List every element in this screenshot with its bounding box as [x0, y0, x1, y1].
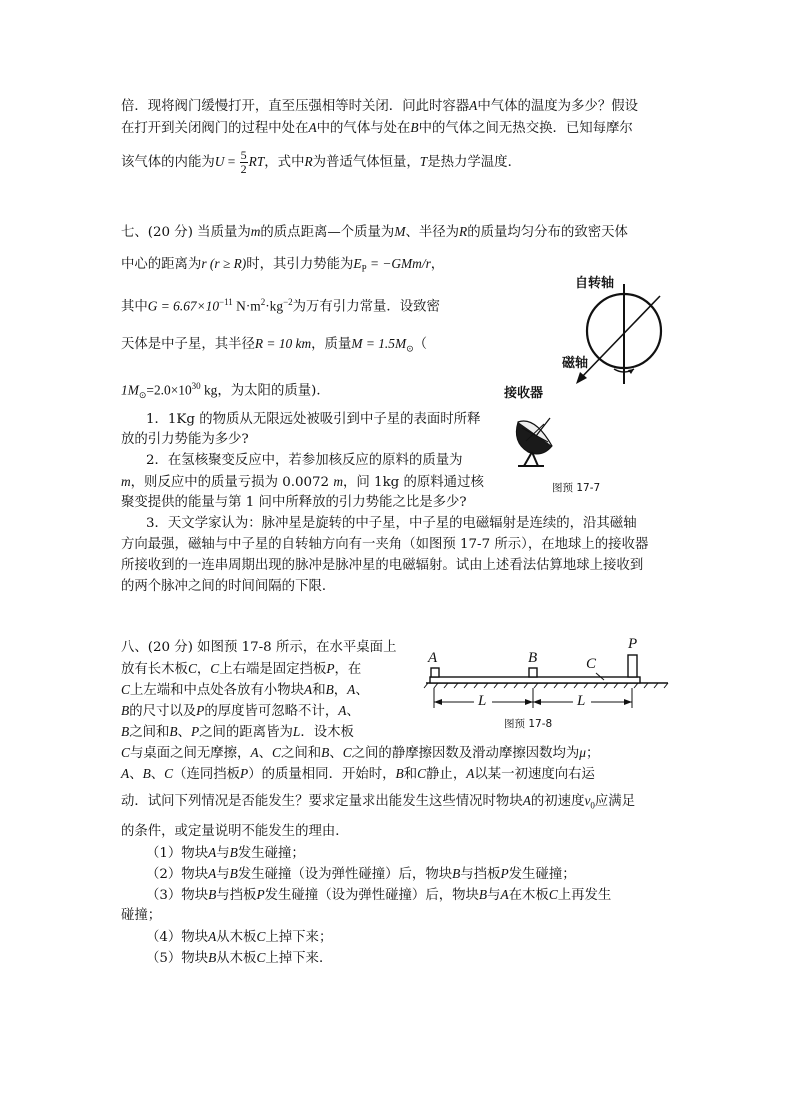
- p8-case-5: （5）物块B从木板C上掉下来．: [146, 950, 333, 966]
- p8-case-3: （3）物块B与挡板P发生碰撞（设为弹性碰撞）后，物块B与A在木板C上再发生: [146, 887, 612, 903]
- figure-17-8-caption: 图预 17-8: [504, 718, 553, 730]
- p7-q1-line-2: 放的引力势能为多少?: [121, 432, 249, 447]
- figure-17-8: [420, 636, 674, 736]
- p7-q1-line-1: 1．1Kg 的物质从无限远处被吸引到中子星的表面时所释: [146, 412, 481, 427]
- p7-q2-line-3: 聚变提供的能量与第 1 问中所释放的引力势能之比是多少?: [121, 495, 467, 510]
- p7-line-4: 天体是中子星，其半径R = 10 km，质量$M = 1.5M_⊙$（: [121, 336, 428, 354]
- p7-q3-line-4: 的两个脉冲之间的时间间隔的下限．: [121, 579, 336, 594]
- plate-p: [628, 655, 637, 677]
- p7-q2-line-2: m，则反应中的质量亏损为 0.0072 m，问 1kg 的原料通过核: [121, 474, 484, 490]
- p8-line-5: B之间和B、P之间的距离皆为L．设木板: [121, 724, 354, 740]
- p8-line-8: 动．试问下列情况是否能发生？要求定量求出能发生这些情况时物块A的初速度$v_0$应满足: [121, 793, 636, 811]
- p8-case-2: （2）物块A与B发生碰撞（设为弹性碰撞）后，物块B与挡板P发生碰撞；: [146, 866, 576, 882]
- block-a: [431, 668, 439, 677]
- p7-q3-line-3: 所接收到的一连串周期出现的脉冲是脉冲星的电磁辐射。试由上述看法估算地球上接收到: [121, 558, 644, 573]
- figure-17-7: [490, 266, 690, 506]
- label-l-first: L: [478, 693, 487, 709]
- p8-line-9: 的条件，或定量说明不能发生的理由．: [121, 824, 349, 839]
- p8-line-3: C上左端和中点处各放有小物块A和B，A、: [121, 682, 369, 698]
- p8-case-3-cont: 碰撞；: [121, 908, 162, 923]
- p7-q3-line-1: 3．天文学家认为：脉冲星是旋转的中子星，中子星的电磁辐射是连续的，沿其磁轴: [146, 516, 637, 531]
- p8-line-6: C与桌面之间无摩擦，A、C之间和B、C之间的静摩擦因数及滑动摩擦因数均为μ；: [121, 745, 600, 761]
- p7-q3-line-2: 方向最强，磁轴与中子星的自转轴方向有一夹角（如图预 17-7 所示），在地球上的接收器: [121, 537, 649, 552]
- label-a: A: [428, 650, 438, 666]
- p7-line-1: 七、(20 分) 当质量为m的质点距离—个质量为M、半径为R的质量均匀分布的致密天体: [121, 224, 628, 240]
- rotation-axis-label: 自转轴: [575, 276, 615, 291]
- receiver-dish-icon: [516, 418, 552, 466]
- p7-line-2: 中心的距离为r (r ≥ R)时，其引力势能为$E_P = -GMm/r$，: [121, 256, 445, 274]
- p8-case-1: （1）物块A与B发生碰撞；: [146, 845, 305, 861]
- p7-q2-line-1: 2．在氢核聚变反应中，若参加核反应的原料的质量为: [146, 453, 463, 468]
- p6-line-2: 在打开到关闭阀门的过程中处在A中的气体与处在B中的气体之间无热交换．已知每摩尔: [121, 120, 633, 136]
- dimension-lines: [434, 688, 632, 708]
- p8-line-1: 八、(20 分) 如图预 17-8 所示，在水平桌面上: [121, 640, 397, 655]
- label-p: P: [628, 636, 638, 652]
- p6-line-3: 该气体的内能为U = $\frac{5}{2}$ RT，式中R为普适气体恒量，T是热力学温度．: [121, 148, 521, 176]
- block-b: [529, 668, 537, 677]
- p7-line-3: 其中$G = 6.67\times 10^{-11}$ $N\cdot m^2\cdot kg^{-2}$为万有引力常量．设致密: [121, 297, 440, 315]
- label-c: C: [586, 656, 597, 672]
- p8-case-4: （4）物块A从木板C上掉下来；: [146, 929, 333, 945]
- p8-line-2: 放有长木板C，C上右端是固定挡板P，在: [121, 661, 362, 677]
- p8-line-4: B的尺寸以及P的厚度皆可忽略不计，A、: [121, 703, 360, 719]
- p6-line-1: 倍．现将阀门缓慢打开，直至压强相等时关闭．问此时容器A中气体的温度为多少？假设: [121, 98, 639, 114]
- label-l-second: L: [577, 693, 586, 709]
- fraction-5-over-2: $\frac{5}{2}$: [240, 148, 247, 176]
- magnetic-axis-label: 磁轴: [562, 356, 589, 371]
- p7-line-5: $1M_⊙=2.0\times 10^{30}$ kg，为太阳的质量)．: [121, 381, 330, 401]
- figure-17-7-caption: 图预 17-7: [552, 482, 601, 494]
- receiver-label: 接收器: [504, 386, 544, 401]
- board-c: [430, 677, 640, 683]
- p8-line-7: A、B、C（连同挡板P）的质量相同．开始时，B和C静止，A以某一初速度向右运: [121, 766, 595, 782]
- label-b: B: [528, 650, 538, 666]
